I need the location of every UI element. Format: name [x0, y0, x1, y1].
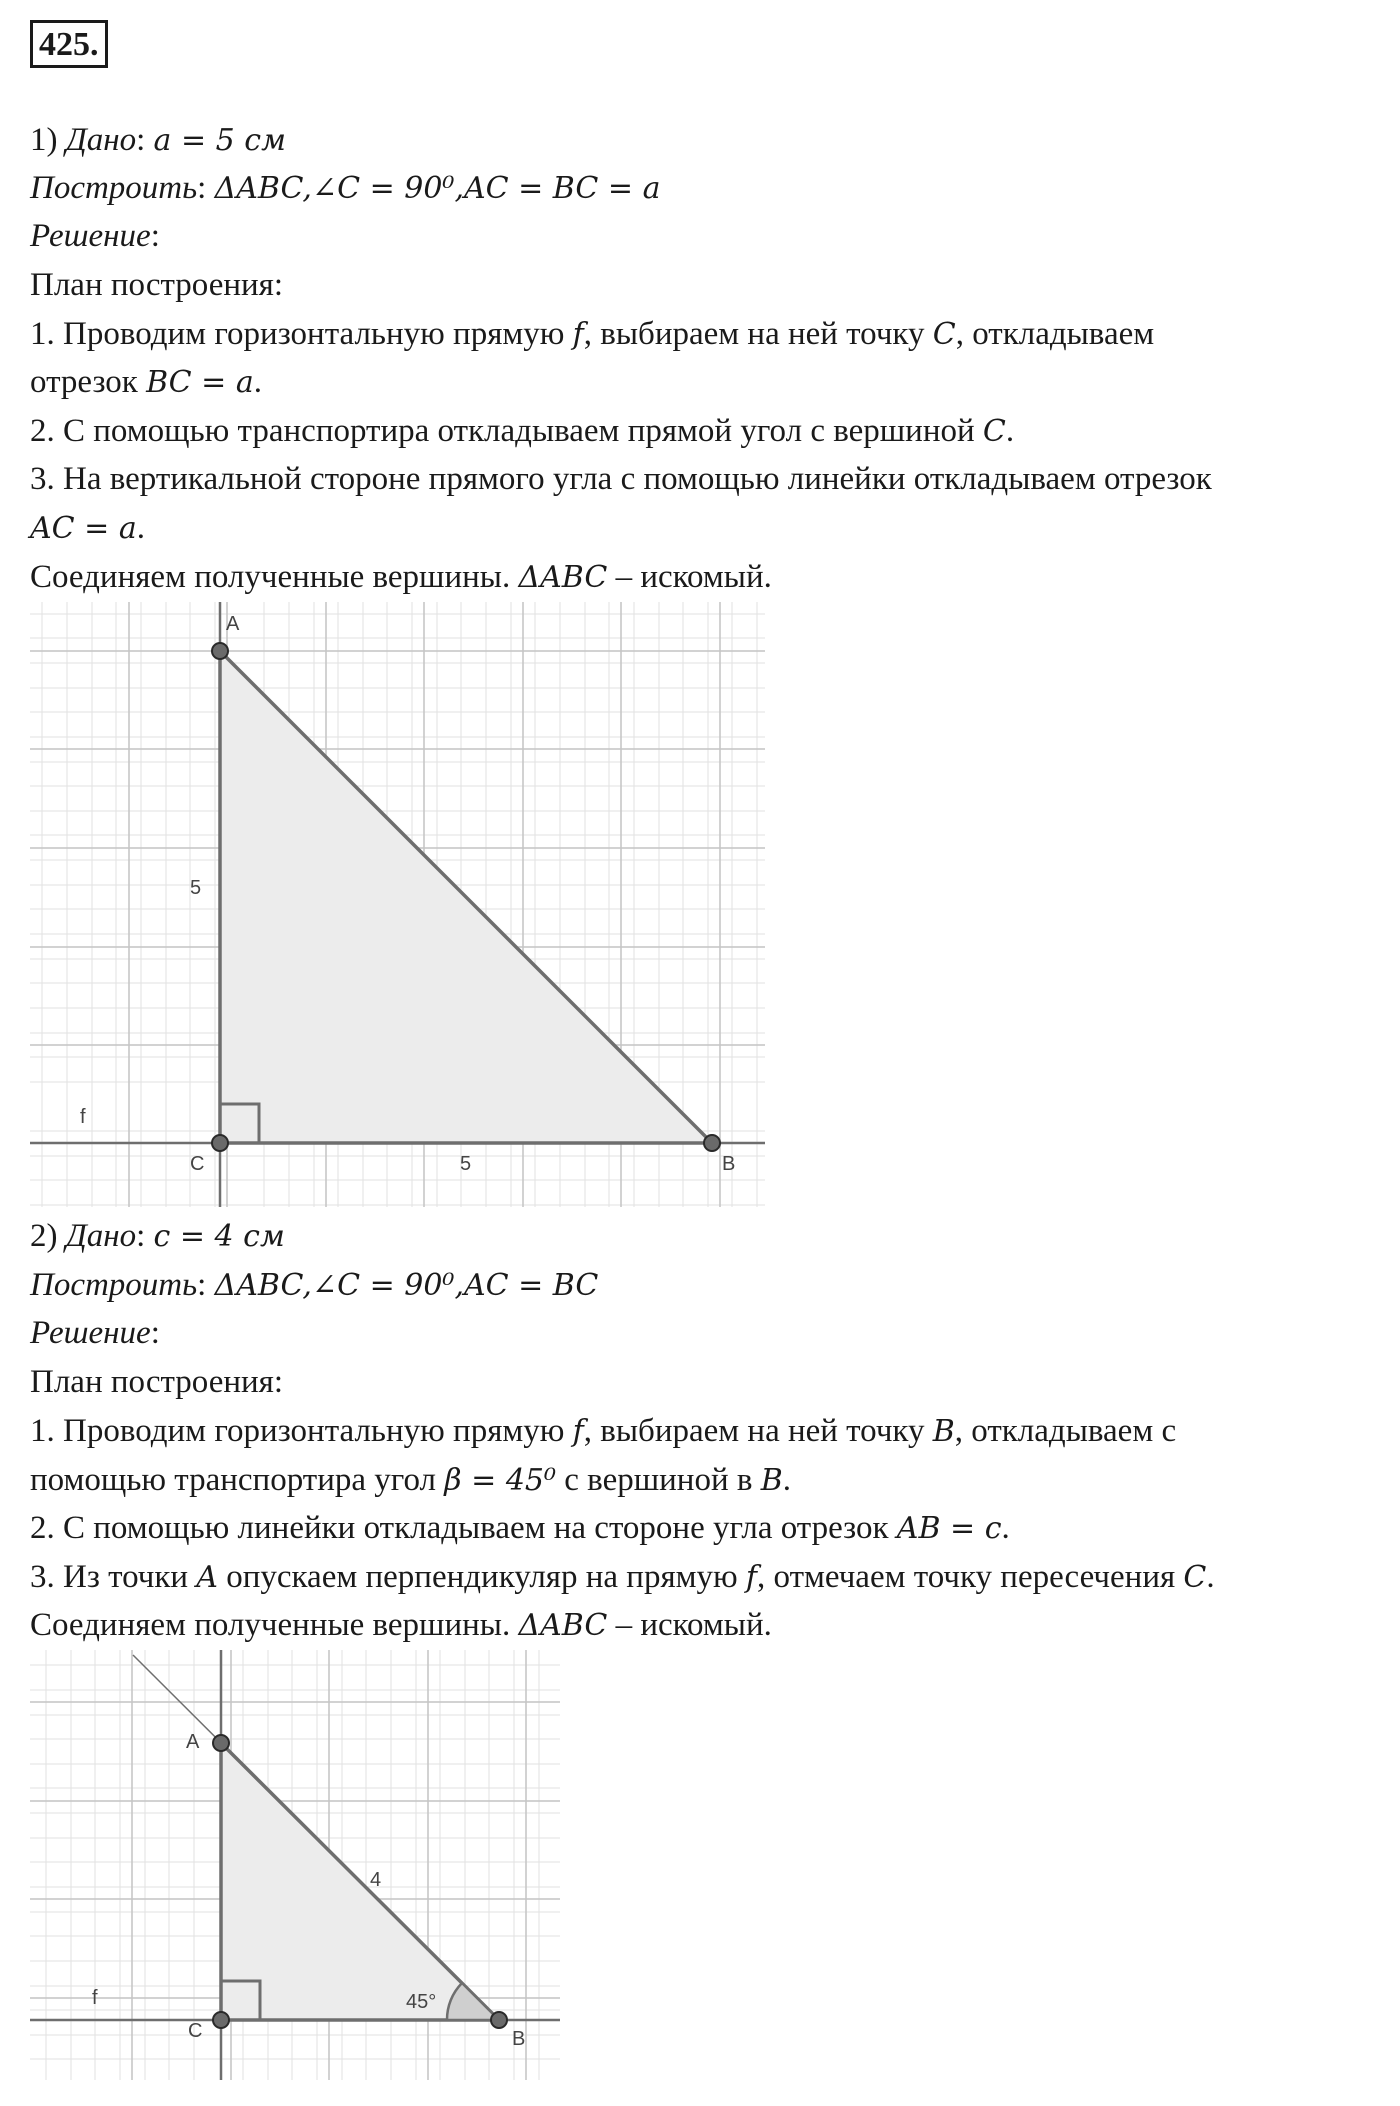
part1-step3: 3. На вертикальной стороне прямого угла с помощью линейки откладываем отрезок: [30, 461, 1212, 497]
label-side-ac: 5: [190, 877, 202, 899]
figure-1: [30, 602, 765, 1207]
part1-plan-title: План построения:: [30, 267, 284, 303]
label-hyp: 4: [370, 1869, 382, 1891]
part2-conclusion: Соединяем полученные вершины. ΔABC – искомый.: [30, 1607, 772, 1643]
part2-step1-cont: помощью транспортира угол β = 45⁰ с вершиной в B.: [30, 1462, 791, 1498]
label-b: B: [722, 1153, 736, 1175]
label-c: C: [190, 1153, 205, 1175]
point-c: [213, 2012, 229, 2028]
figure-2: [30, 1650, 560, 2080]
point-b: [704, 1135, 720, 1151]
part2-step1: 1. Проводим горизонтальную прямую f, выбираем на ней точку B, откладываем с: [30, 1413, 1177, 1449]
part2-plan-title: План построения:: [30, 1364, 284, 1400]
part1-step1: 1. Проводим горизонтальную прямую f, выбираем на ней точку C, откладываем: [30, 316, 1155, 352]
point-a: [213, 1735, 229, 1751]
part1-solution-heading: Решение:: [30, 218, 160, 254]
label-a: A: [226, 613, 240, 635]
label-b: B: [512, 2028, 526, 2050]
part1-given: 1) Дано: a = 5 см: [30, 122, 286, 158]
label-f: f: [80, 1106, 86, 1128]
part2-given: 2) Дано: c = 4 см: [30, 1218, 285, 1254]
part1-conclusion: Соединяем полученные вершины. ΔABC – искомый.: [30, 559, 772, 595]
part2-solution-heading: Решение:: [30, 1315, 160, 1351]
part2-step2: 2. С помощью линейки откладываем на стороне угла отрезок AB = c.: [30, 1510, 1010, 1546]
part1-step3-cont: AC = a.: [30, 510, 145, 546]
part2-construct: Построить: ΔABC,∠C = 90⁰,AC = BC: [30, 1267, 599, 1303]
label-a: A: [186, 1731, 200, 1753]
label-c: C: [188, 2020, 203, 2042]
part1-step2: 2. С помощью транспортира откладываем прямой угол с вершиной C.: [30, 413, 1015, 449]
part2-step3: 3. Из точки A опускаем перпендикуляр на прямую f, отмечаем точку пересечения C.: [30, 1559, 1215, 1595]
label-f: f: [92, 1987, 98, 2009]
point-c: [212, 1135, 228, 1151]
part1-construct: Построить: ΔABC,∠C = 90⁰,AC = BC = a: [30, 170, 661, 206]
problem-number: 425.: [30, 20, 108, 68]
point-a: [212, 643, 228, 659]
label-side-bc: 5: [460, 1153, 472, 1175]
label-angle: 45°: [406, 1991, 437, 2013]
part1-step1-cont: отрезок BC = a.: [30, 364, 262, 400]
point-b: [491, 2012, 507, 2028]
